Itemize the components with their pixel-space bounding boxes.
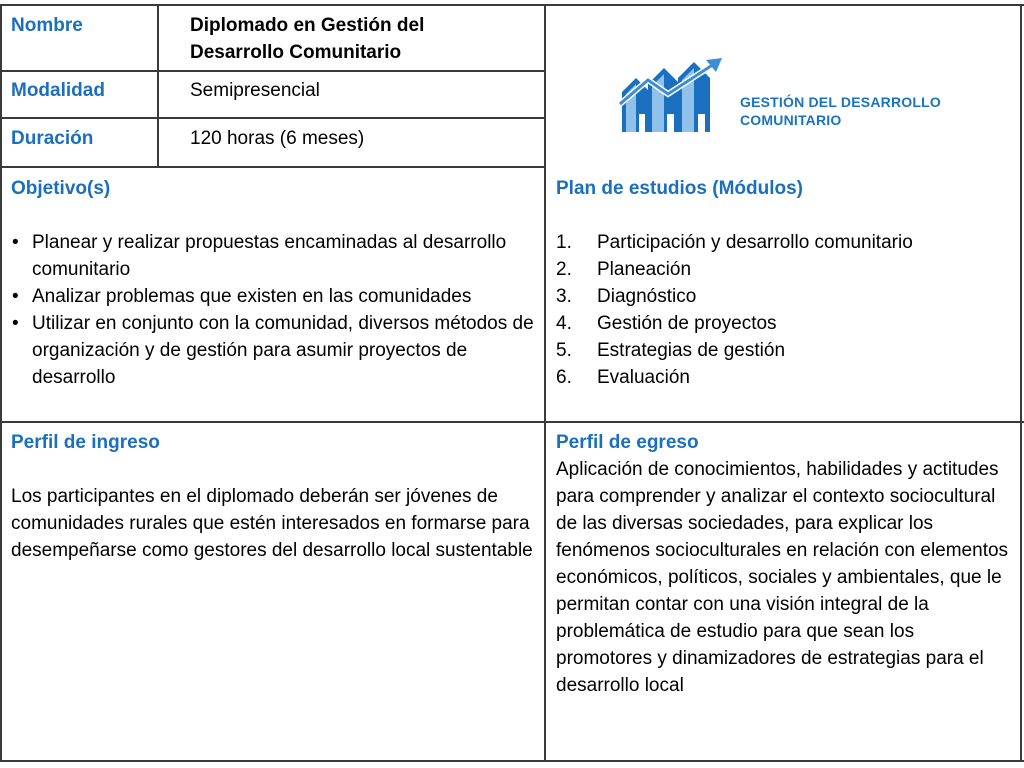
duracion-value: 120 horas (6 meses) <box>190 128 365 149</box>
objetivo-item: • Utilizar en conjunto con la comunidad, diversos métodos de organización y de gestión para asumir proyectos de desarrollo <box>11 310 536 391</box>
row-divider-objetivos <box>0 421 1024 423</box>
label-column-divider <box>157 4 159 168</box>
module-number: 4. <box>556 313 572 334</box>
module-item <box>556 310 1011 337</box>
perfil-egreso-cell <box>556 429 1011 699</box>
module-text: Participación y desarrollo comunitario <box>597 232 913 253</box>
center-column-divider <box>544 4 546 762</box>
module-text: Gestión de proyectos <box>597 313 777 334</box>
module-number: 3. <box>556 286 572 307</box>
duracion-label: Duración <box>11 128 94 149</box>
objetivo-item: • Analizar problemas que existen en las comunidades <box>11 283 536 310</box>
nombre-label: Nombre <box>11 15 83 36</box>
module-item <box>556 256 1011 283</box>
program-logo <box>618 58 958 140</box>
table-border-bottom <box>0 760 1024 762</box>
perfil-ingreso-cell <box>11 429 536 564</box>
table-border-right <box>1020 4 1022 762</box>
module-text: Estrategias de gestión <box>597 340 786 361</box>
logo-wordmark <box>740 93 941 129</box>
plan-modules-list <box>556 229 1011 391</box>
row-divider-modalidad <box>0 117 545 119</box>
row-divider-duracion <box>0 166 545 168</box>
plan-cell <box>556 175 1011 391</box>
perfil-egreso-label: Perfil de egreso <box>556 432 699 453</box>
objetivos-list <box>11 229 536 391</box>
module-item <box>556 229 1011 256</box>
module-text: Diagnóstico <box>597 286 697 307</box>
perfil-egreso-text: Aplicación de conocimientos, habilidades y actitudes para comprender y analizar el contexto sociocultural de las diversas sociedades, para explicar los fenómenos socioculturales en relación con elementos económicos, políticos, sociales y ambientales, que le permitan contar con una visión integral de la problemática de estudio para que sean los promotores y dinamizadores de estrategias para el desarrollo local <box>556 459 1009 696</box>
row-divider-nombre <box>0 70 545 72</box>
table-border-left <box>0 4 2 762</box>
table-border-top <box>0 4 1024 6</box>
module-number: 1. <box>556 232 572 253</box>
module-text: Evaluación <box>597 367 690 388</box>
module-item <box>556 364 1011 391</box>
module-number: 6. <box>556 367 572 388</box>
perfil-ingreso-label: Perfil de ingreso <box>11 432 160 453</box>
module-item <box>556 337 1011 364</box>
module-number: 2. <box>556 259 572 280</box>
nombre-value: Diplomado en Gestión del Desarrollo Comunitario <box>190 15 425 63</box>
objetivos-cell <box>11 175 536 391</box>
houses-arrow-logo-icon <box>618 58 728 134</box>
plan-label: Plan de estudios (Módulos) <box>556 178 804 199</box>
module-number: 5. <box>556 340 572 361</box>
module-item <box>556 283 1011 310</box>
objetivos-label: Objetivo(s) <box>11 178 111 199</box>
objetivo-item: • Planear y realizar propuestas encaminadas al desarrollo comunitario <box>11 229 536 283</box>
perfil-ingreso-text: Los participantes en el diplomado deberán ser jóvenes de comunidades rurales que estén interesados en formarse para desempeñarse como gestores del desarrollo local sustentable <box>11 486 533 561</box>
logo-line-2: COMUNITARIO <box>740 112 842 128</box>
module-text: Planeación <box>597 259 692 280</box>
modalidad-value: Semipresencial <box>190 80 320 101</box>
modalidad-label: Modalidad <box>11 80 105 101</box>
logo-line-1: GESTIÓN DEL DESARROLLO <box>740 94 941 110</box>
